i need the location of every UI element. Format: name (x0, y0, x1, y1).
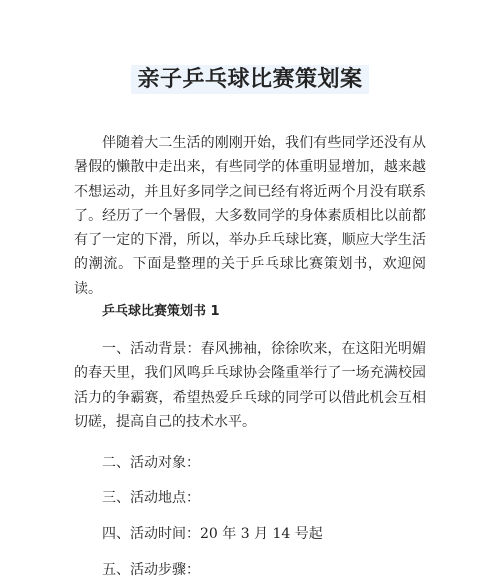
item-target-audience: 二、活动对象： (102, 455, 200, 471)
background-paragraph: 一、活动背景：春风拂袖，徐徐吹来，在这阳光明媚的春天里，我们风鸣乒乓球协会隆重举行了一场充满校园活力的争霸赛，希望热爱乒乓球的同学可以借此机会互相切磋，提高自己的技术水平。 (74, 341, 426, 430)
item-steps: 五、活动步骤： (102, 562, 200, 578)
document-title (0, 64, 500, 96)
item-location: 三、活动地点： (102, 490, 200, 506)
document-title-text: 亲子乒乓球比赛策划案 (131, 65, 368, 94)
section-heading: 乒乓球比赛策划书 1 (102, 304, 220, 319)
item-time: 四、活动时间：20 年 3 月 14 号起 (102, 526, 323, 542)
intro-paragraph: 伴随着大二生活的刚刚开始，我们有些同学还没有从暑假的懒散中走出来，有些同学的体重明显增加，越来越不想运动，并且好多同学之间已经有将近两个月没有联系了。经历了一个暑假，大多数同学的身体素质相比以前都有了一定的下滑，所以，举办乒乓球比赛，顺应大学生活的潮流。下面是整理的关于乒乓球比赛策划书，欢迎阅读。 (74, 135, 426, 297)
